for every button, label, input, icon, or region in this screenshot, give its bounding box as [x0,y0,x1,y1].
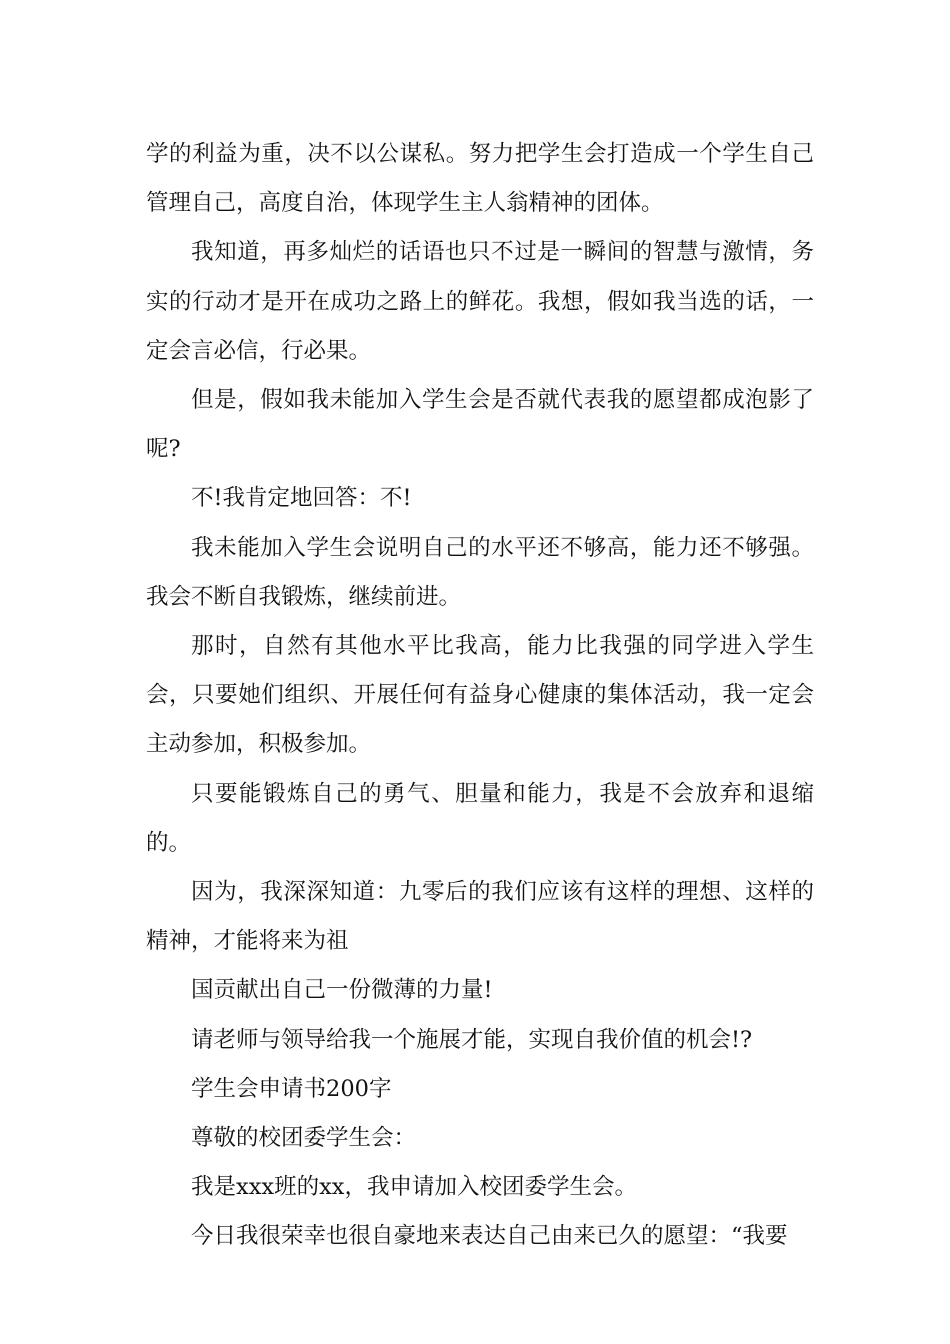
paragraph-13: 我是xxx班的xx，我申请加入校团委学生会。 [191,1174,637,1201]
paragraph-salutation: 尊敬的校团委学生会： [191,1125,417,1152]
paragraph-6: 那时，自然有其他水平比我高，能力比我强的同学进入学生会，只要她们组织、开展任何有益身心健康的集体活动，我一定会主动参加，积极参加。 [146,633,814,758]
paragraph-2: 我知道，再多灿烂的话语也只不过是一瞬间的智慧与激情，务实的行动才是开在成功之路上的鲜花。我想，假如我当选的话，一定会言必信，行必果。 [146,239,814,364]
document-page [146,130,814,1262]
paragraph-4: 不!我肯定地回答：不! [191,485,412,512]
paragraph-9: 国贡献出自己一份微薄的力量! [191,977,493,1004]
paragraph-8: 因为，我深深知道：九零后的我们应该有这样的理想、这样的精神，才能将来为祖 [146,879,814,955]
paragraph-14: 今日我很荣幸也很自豪地来表达自己由来已久的愿望：“我要 [191,1223,788,1250]
paragraph-7: 只要能锻炼自己的勇气、胆量和能力，我是不会放弃和退缩的。 [146,780,814,856]
paragraph-heading: 学生会申请书200字 [191,1075,392,1102]
paragraph-3: 但是，假如我未能加入学生会是否就代表我的愿望都成泡影了呢? [146,387,814,463]
paragraph-5: 我未能加入学生会说明自己的水平还不够高，能力还不够强。我会不断自我锻炼，继续前进。 [146,534,814,610]
paragraph-1: 学的利益为重，决不以公谋私。努力把学生会打造成一个学生自己管理自己，高度自治，体现学生主人翁精神的团体。 [146,141,814,217]
paragraph-10: 请老师与领导给我一个施展才能，实现自我价值的机会!? [191,1026,753,1053]
